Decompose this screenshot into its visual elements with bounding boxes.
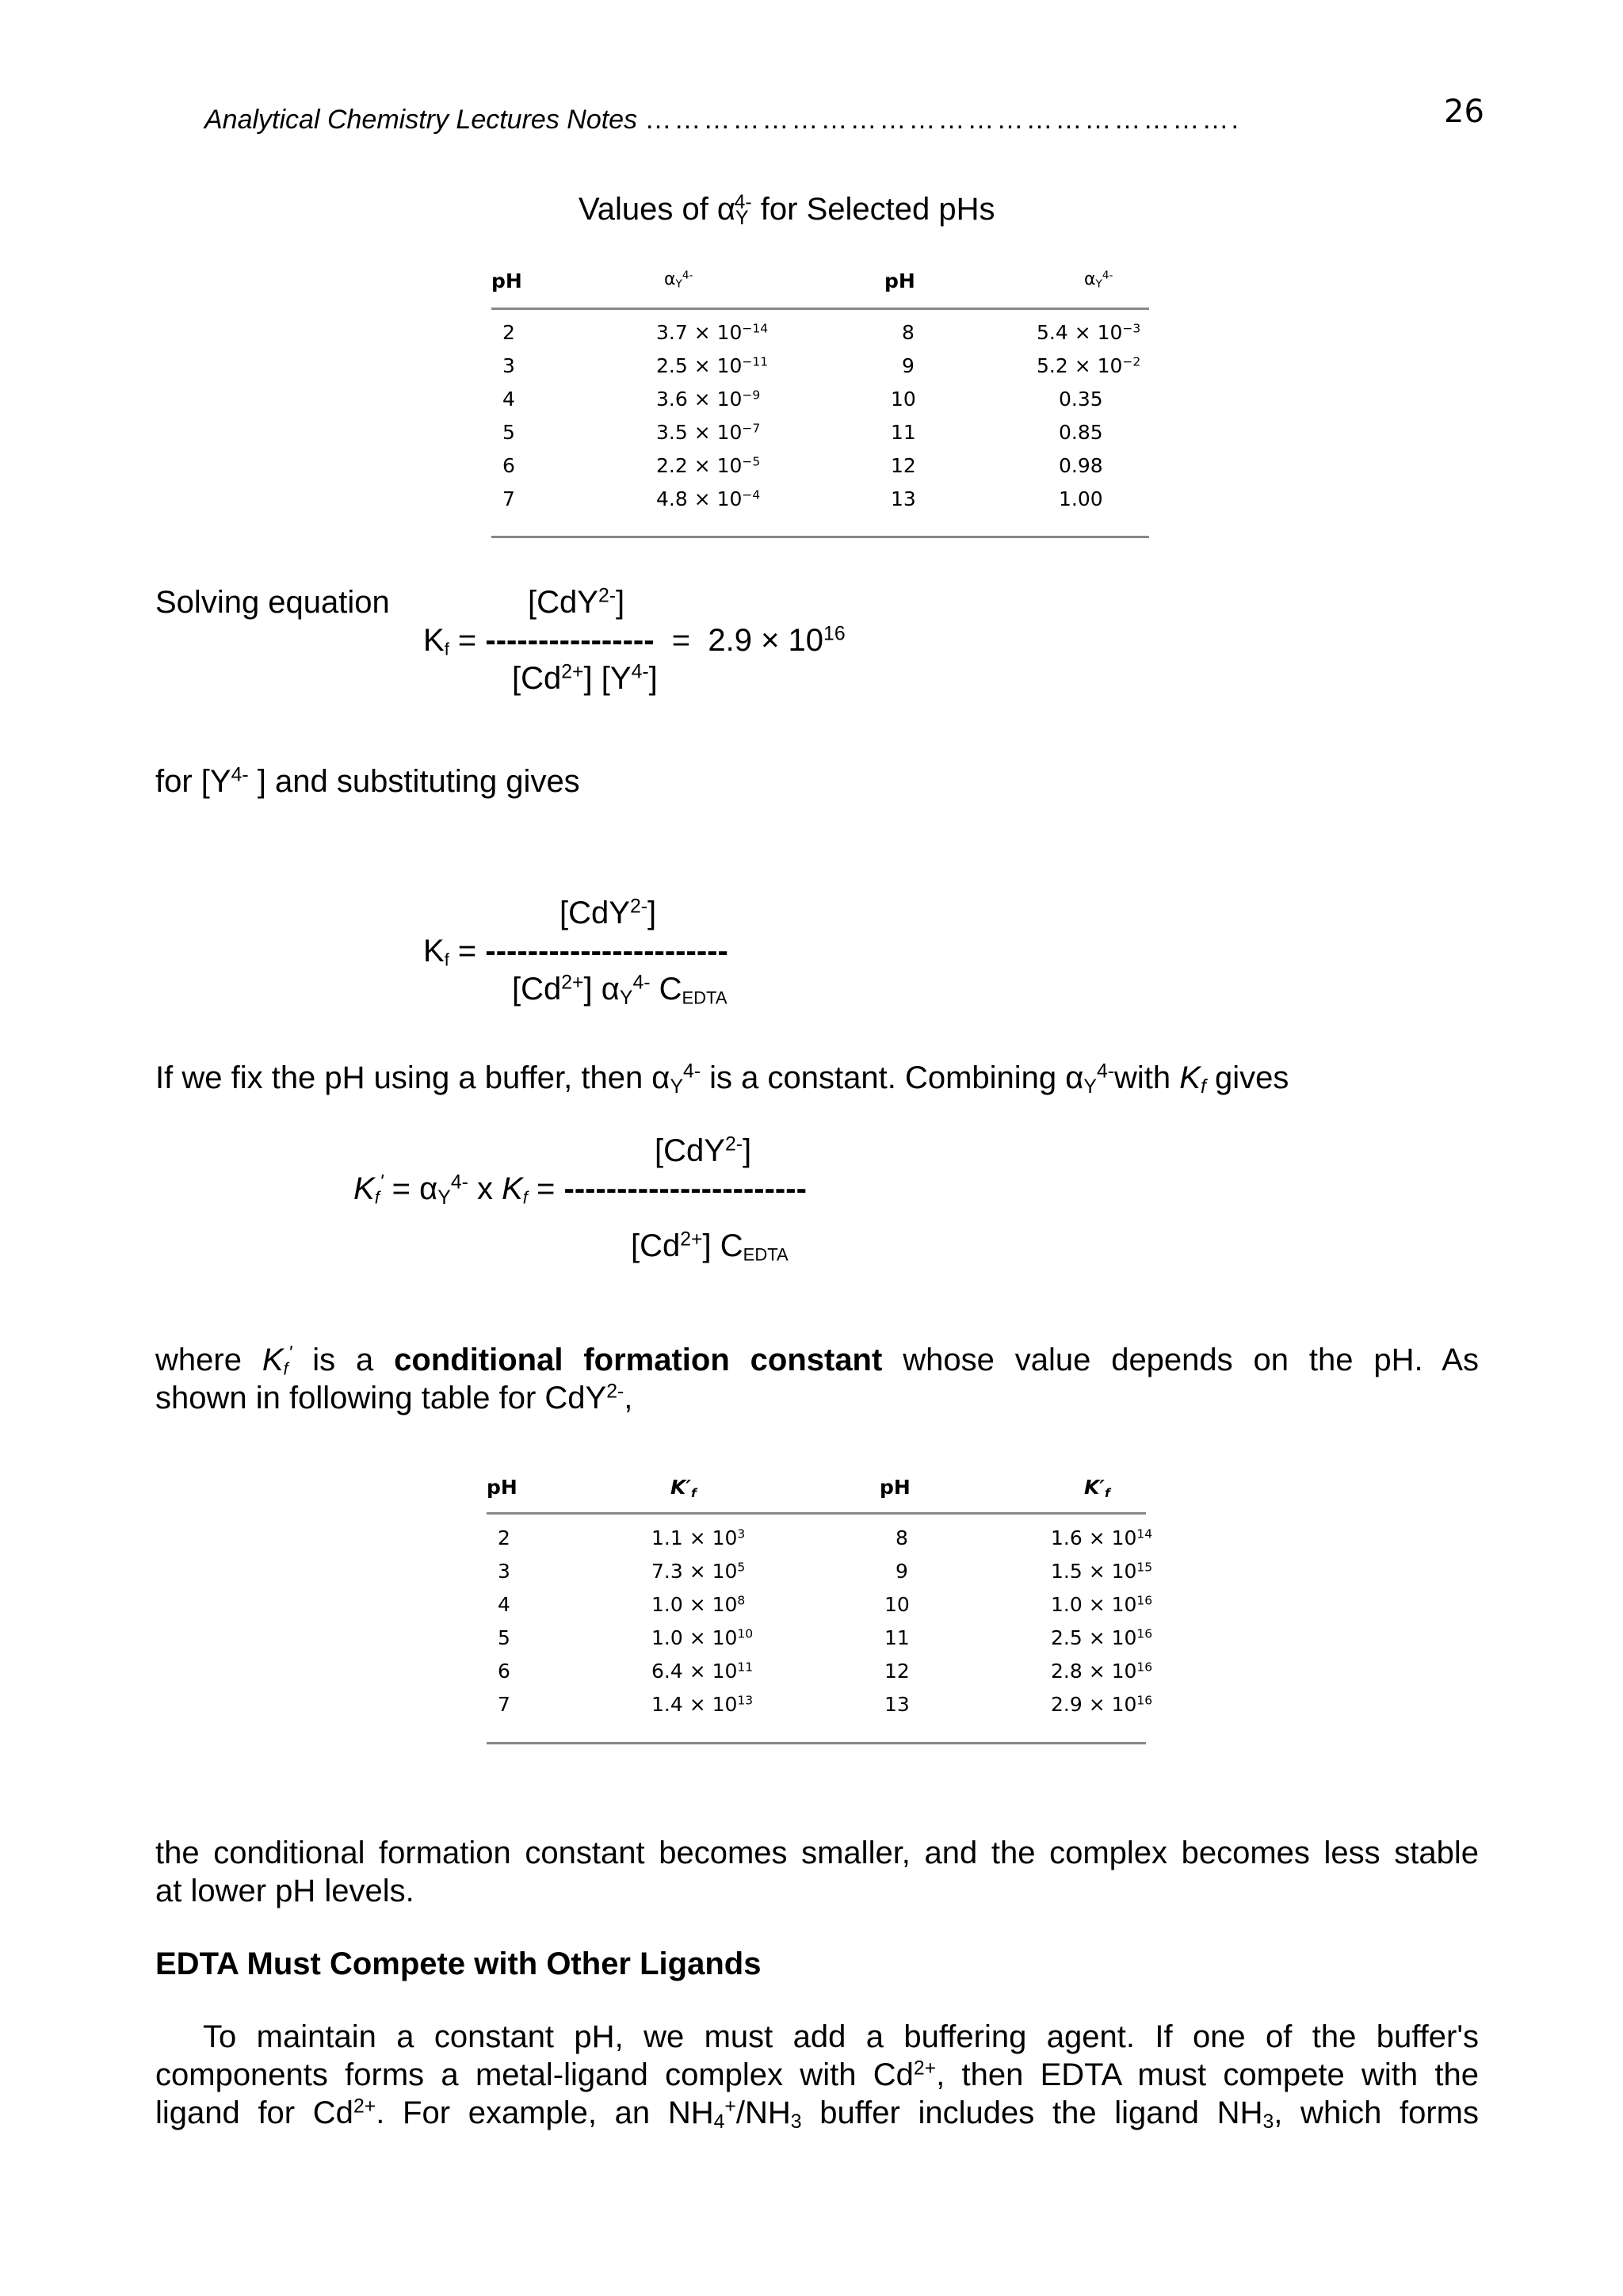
table2-bottom-rule — [487, 1742, 1146, 1744]
table1-bottom-rule — [491, 536, 1149, 538]
table1-top-rule — [491, 308, 1149, 310]
para-fix: If we fix the pH using a buffer, then $\alpha_Y^{4-}$ is a constant. Combining $\alpha_Y^{4-}with$ $K_f$ gives — [155, 1060, 1289, 1098]
table1-header-alpha: $\alpha_Y^{4-}$ — [664, 269, 693, 291]
eq1-denominator: $[Cd^{2+}]$ $[Y^{4-}]$ — [512, 661, 658, 696]
table2-header-ph-2: pH — [880, 1476, 911, 1499]
eq3-denominator: $[Cd^{2+}]$ $C_{EDTA}$ — [631, 1228, 789, 1265]
para-buffer-line2: components forms a metal-ligand complex with $Cd^{2+}$, then EDTA must compete with the — [155, 2057, 1480, 2092]
header-title: Analytical Chemistry Lectures Notes — [204, 105, 638, 135]
section-heading: EDTA Must Compete with Other Ligands — [155, 1946, 762, 1981]
eq2-fraction-line: $K_f$ = ----------------------- — [423, 934, 728, 970]
eq2-denominator: $[Cd^{2+}]$ $\alpha_Y^{4-}$ $C_{EDTA}$ — [512, 972, 727, 1010]
running-header — [204, 105, 1241, 136]
para-conclusion-line1: the conditional formation constant becomes smaller, and the complex becomes less stable — [155, 1836, 1479, 1870]
table2-top-rule — [487, 1512, 1146, 1515]
eq1-numerator: [CdY$^{2-}$] — [528, 585, 625, 620]
para-where-line2: shown in following table for CdY$^{2-}$, — [155, 1381, 633, 1415]
table2-header-ph: pH — [487, 1476, 517, 1499]
table1-header-ph: pH — [491, 269, 522, 292]
para-conclusion-line2: at lower pH levels. — [155, 1874, 414, 1908]
eq3-numerator: [CdY$^{2-}$] — [655, 1133, 752, 1168]
eq3-fraction-line: $K_f' = \alpha_Y^{4-}$ x $K_f$ = ----------------------- — [353, 1171, 807, 1209]
page-number: 26 — [1444, 94, 1484, 130]
para-buffer-line1: To maintain a constant pH, we must add a buffering agent. If one of the buffer's — [203, 2019, 1479, 2054]
para-for: for [$Y^{4-}$ ] and substituting gives — [155, 764, 580, 799]
table1-caption: Values of $\alpha_Y^{4-}$ for Selected pHs — [579, 192, 995, 230]
para-where: where $K_f'$ is a conditional formation constant whose value depends on the pH. As — [155, 1343, 1479, 1379]
eq2-numerator: [CdY$^{2-}$] — [559, 896, 657, 930]
eq1-label: Solving equation — [155, 585, 390, 620]
table2-header-kf: $K'_f$ — [670, 1476, 697, 1500]
header-leader: ……………………………………………………. — [644, 105, 1241, 135]
table1-header-alpha-2: $\alpha_Y^{4-}$ — [1084, 269, 1113, 291]
table1-header-ph-2: pH — [884, 269, 915, 292]
para-buffer-line3: ligand for $Cd^{2+}$. For example, an $NH_4^+/NH_3$ buffer includes the ligand $NH_3$, which forms — [155, 2095, 1480, 2134]
table2-header-kf-2: $K'_f$ — [1084, 1476, 1110, 1500]
eq1-fraction-line: $K_f$ = ---------------- = $2.9 \times 10^{16}$ — [423, 623, 846, 659]
